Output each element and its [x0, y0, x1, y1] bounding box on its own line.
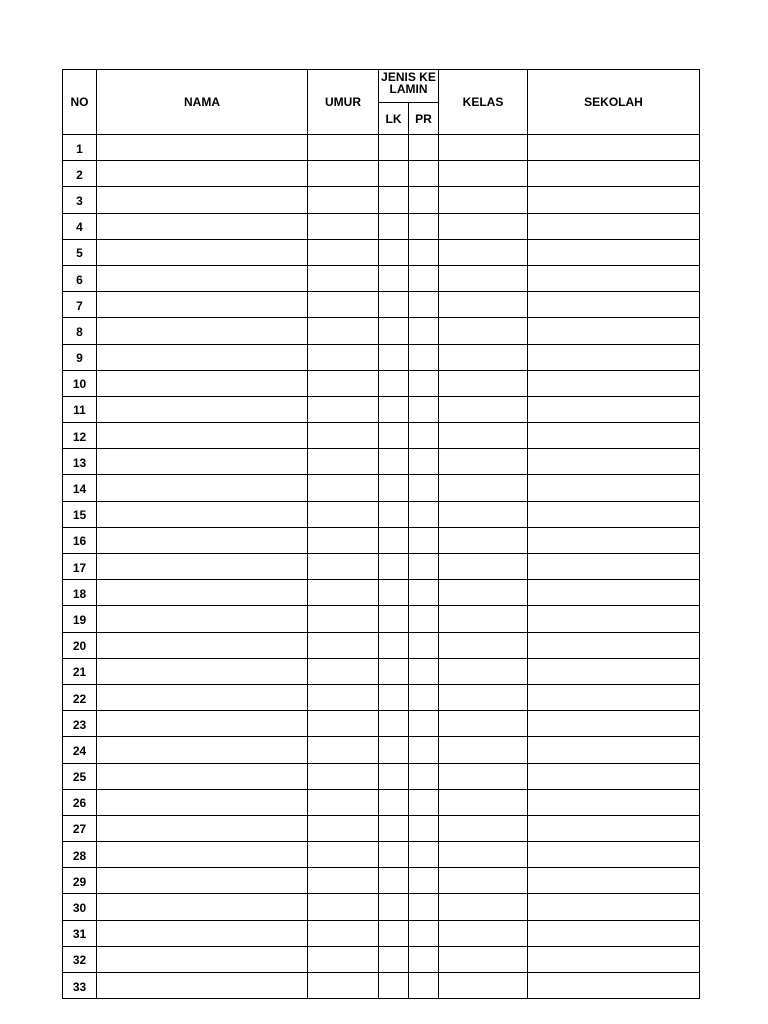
cell-pr[interactable]	[409, 711, 439, 737]
cell-pr[interactable]	[409, 606, 439, 632]
cell-no: 20	[63, 632, 97, 658]
cell-umur[interactable]	[308, 920, 379, 946]
cell-pr[interactable]	[409, 946, 439, 972]
cell-sekolah[interactable]	[528, 842, 700, 868]
cell-kelas[interactable]	[439, 711, 528, 737]
cell-no: 10	[63, 370, 97, 396]
cell-kelas[interactable]	[439, 580, 528, 606]
cell-pr[interactable]	[409, 684, 439, 710]
cell-nama[interactable]	[97, 763, 308, 789]
table-row	[63, 815, 700, 841]
cell-kelas[interactable]	[439, 684, 528, 710]
cell-umur[interactable]	[308, 868, 379, 894]
cell-nama[interactable]	[97, 292, 308, 318]
cell-kelas[interactable]	[439, 423, 528, 449]
cell-pr[interactable]	[409, 370, 439, 396]
cell-sekolah[interactable]	[528, 815, 700, 841]
cell-umur[interactable]	[308, 239, 379, 265]
cell-kelas[interactable]	[439, 658, 528, 684]
cell-no: 29	[63, 868, 97, 894]
cell-sekolah[interactable]	[528, 920, 700, 946]
cell-kelas[interactable]	[439, 842, 528, 868]
cell-umur[interactable]	[308, 135, 379, 161]
table-row	[63, 658, 700, 684]
cell-lk[interactable]	[379, 815, 409, 841]
cell-pr[interactable]	[409, 239, 439, 265]
cell-nama[interactable]	[97, 789, 308, 815]
table-row	[63, 370, 700, 396]
cell-lk[interactable]	[379, 868, 409, 894]
cell-lk[interactable]	[379, 527, 409, 553]
cell-kelas[interactable]	[439, 213, 528, 239]
cell-pr[interactable]	[409, 973, 439, 999]
cell-umur[interactable]	[308, 161, 379, 187]
cell-umur[interactable]	[308, 370, 379, 396]
cell-lk[interactable]	[379, 213, 409, 239]
cell-no: 25	[63, 763, 97, 789]
cell-nama[interactable]	[97, 973, 308, 999]
cell-lk[interactable]	[379, 894, 409, 920]
cell-sekolah[interactable]	[528, 318, 700, 344]
cell-lk[interactable]	[379, 265, 409, 291]
cell-pr[interactable]	[409, 292, 439, 318]
cell-kelas[interactable]	[439, 370, 528, 396]
cell-kelas[interactable]	[439, 265, 528, 291]
cell-kelas[interactable]	[439, 344, 528, 370]
cell-nama[interactable]	[97, 501, 308, 527]
cell-sekolah[interactable]	[528, 606, 700, 632]
cell-sekolah[interactable]	[528, 554, 700, 580]
cell-nama[interactable]	[97, 580, 308, 606]
table-row	[63, 344, 700, 370]
cell-lk[interactable]	[379, 396, 409, 422]
cell-pr[interactable]	[409, 894, 439, 920]
table-row	[63, 554, 700, 580]
cell-umur[interactable]	[308, 423, 379, 449]
header-row	[63, 70, 700, 103]
cell-no: 16	[63, 527, 97, 553]
cell-pr[interactable]	[409, 187, 439, 213]
cell-no: 31	[63, 920, 97, 946]
table-row	[63, 946, 700, 972]
cell-nama[interactable]	[97, 815, 308, 841]
cell-lk[interactable]	[379, 580, 409, 606]
cell-no: 7	[63, 292, 97, 318]
cell-kelas[interactable]	[439, 527, 528, 553]
cell-umur[interactable]	[308, 318, 379, 344]
cell-lk[interactable]	[379, 920, 409, 946]
cell-nama[interactable]	[97, 396, 308, 422]
cell-umur[interactable]	[308, 449, 379, 475]
cell-sekolah[interactable]	[528, 946, 700, 972]
cell-pr[interactable]	[409, 763, 439, 789]
cell-sekolah[interactable]	[528, 370, 700, 396]
cell-pr[interactable]	[409, 213, 439, 239]
cell-umur[interactable]	[308, 973, 379, 999]
cell-nama[interactable]	[97, 554, 308, 580]
cell-no: 19	[63, 606, 97, 632]
cell-no: 27	[63, 815, 97, 841]
cell-pr[interactable]	[409, 396, 439, 422]
cell-no: 9	[63, 344, 97, 370]
cell-lk[interactable]	[379, 658, 409, 684]
cell-kelas[interactable]	[439, 815, 528, 841]
cell-umur[interactable]	[308, 711, 379, 737]
cell-umur[interactable]	[308, 527, 379, 553]
table-row	[63, 684, 700, 710]
cell-no: 21	[63, 658, 97, 684]
cell-lk[interactable]	[379, 501, 409, 527]
cell-umur[interactable]	[308, 187, 379, 213]
table-row	[63, 318, 700, 344]
cell-pr[interactable]	[409, 658, 439, 684]
cell-nama[interactable]	[97, 946, 308, 972]
cell-pr[interactable]	[409, 737, 439, 763]
cell-pr[interactable]	[409, 868, 439, 894]
cell-kelas[interactable]	[439, 737, 528, 763]
cell-pr[interactable]	[409, 815, 439, 841]
cell-no: 2	[63, 161, 97, 187]
cell-lk[interactable]	[379, 789, 409, 815]
cell-no: 13	[63, 449, 97, 475]
cell-nama[interactable]	[97, 239, 308, 265]
roster-table	[62, 69, 700, 999]
cell-nama[interactable]	[97, 711, 308, 737]
cell-kelas[interactable]	[439, 868, 528, 894]
header-lk: LK	[379, 103, 409, 135]
cell-kelas[interactable]	[439, 187, 528, 213]
cell-pr[interactable]	[409, 135, 439, 161]
cell-sekolah[interactable]	[528, 501, 700, 527]
cell-no: 18	[63, 580, 97, 606]
header-umur: UMUR	[308, 70, 379, 135]
cell-sekolah[interactable]	[528, 658, 700, 684]
cell-pr[interactable]	[409, 161, 439, 187]
header-jenis-kelamin-label: JENIS KELAMIN	[381, 69, 436, 96]
cell-kelas[interactable]	[439, 606, 528, 632]
cell-no: 24	[63, 737, 97, 763]
cell-kelas[interactable]	[439, 475, 528, 501]
cell-umur[interactable]	[308, 344, 379, 370]
cell-pr[interactable]	[409, 501, 439, 527]
cell-umur[interactable]	[308, 842, 379, 868]
table-row	[63, 475, 700, 501]
cell-lk[interactable]	[379, 370, 409, 396]
cell-sekolah[interactable]	[528, 632, 700, 658]
cell-umur[interactable]	[308, 658, 379, 684]
cell-pr[interactable]	[409, 265, 439, 291]
cell-umur[interactable]	[308, 684, 379, 710]
cell-sekolah[interactable]	[528, 161, 700, 187]
cell-lk[interactable]	[379, 318, 409, 344]
table-row	[63, 501, 700, 527]
cell-kelas[interactable]	[439, 789, 528, 815]
cell-lk[interactable]	[379, 475, 409, 501]
cell-sekolah[interactable]	[528, 580, 700, 606]
cell-no: 22	[63, 684, 97, 710]
cell-no: 11	[63, 396, 97, 422]
table-row	[63, 711, 700, 737]
cell-umur[interactable]	[308, 265, 379, 291]
header-jenis-kelamin	[379, 70, 439, 103]
table-row	[63, 239, 700, 265]
cell-nama[interactable]	[97, 161, 308, 187]
cell-umur[interactable]	[308, 396, 379, 422]
cell-sekolah[interactable]	[528, 868, 700, 894]
cell-nama[interactable]	[97, 135, 308, 161]
cell-no: 28	[63, 842, 97, 868]
cell-no: 15	[63, 501, 97, 527]
cell-sekolah[interactable]	[528, 423, 700, 449]
table-row	[63, 213, 700, 239]
cell-sekolah[interactable]	[528, 475, 700, 501]
cell-sekolah[interactable]	[528, 763, 700, 789]
cell-lk[interactable]	[379, 632, 409, 658]
cell-lk[interactable]	[379, 187, 409, 213]
cell-kelas[interactable]	[439, 292, 528, 318]
cell-lk[interactable]	[379, 292, 409, 318]
table-row	[63, 606, 700, 632]
cell-no: 3	[63, 187, 97, 213]
cell-pr[interactable]	[409, 527, 439, 553]
cell-umur[interactable]	[308, 292, 379, 318]
table-row	[63, 632, 700, 658]
table-row	[63, 789, 700, 815]
cell-lk[interactable]	[379, 554, 409, 580]
table-row	[63, 763, 700, 789]
cell-pr[interactable]	[409, 632, 439, 658]
cell-pr[interactable]	[409, 789, 439, 815]
cell-nama[interactable]	[97, 632, 308, 658]
cell-no: 23	[63, 711, 97, 737]
cell-lk[interactable]	[379, 344, 409, 370]
cell-umur[interactable]	[308, 501, 379, 527]
cell-no: 14	[63, 475, 97, 501]
cell-kelas[interactable]	[439, 920, 528, 946]
cell-kelas[interactable]	[439, 632, 528, 658]
cell-sekolah[interactable]	[528, 344, 700, 370]
cell-sekolah[interactable]	[528, 737, 700, 763]
cell-pr[interactable]	[409, 449, 439, 475]
cell-pr[interactable]	[409, 423, 439, 449]
cell-sekolah[interactable]	[528, 894, 700, 920]
cell-kelas[interactable]	[439, 973, 528, 999]
table-body	[63, 135, 700, 999]
cell-nama[interactable]	[97, 684, 308, 710]
cell-nama[interactable]	[97, 658, 308, 684]
table-row	[63, 423, 700, 449]
cell-sekolah[interactable]	[528, 239, 700, 265]
cell-lk[interactable]	[379, 449, 409, 475]
cell-pr[interactable]	[409, 344, 439, 370]
cell-kelas[interactable]	[439, 501, 528, 527]
cell-sekolah[interactable]	[528, 213, 700, 239]
cell-no: 5	[63, 239, 97, 265]
cell-no: 30	[63, 894, 97, 920]
cell-sekolah[interactable]	[528, 292, 700, 318]
cell-nama[interactable]	[97, 344, 308, 370]
cell-no: 32	[63, 946, 97, 972]
table-row	[63, 973, 700, 999]
cell-nama[interactable]	[97, 842, 308, 868]
cell-umur[interactable]	[308, 946, 379, 972]
table-row	[63, 920, 700, 946]
cell-kelas[interactable]	[439, 161, 528, 187]
table-row	[63, 527, 700, 553]
table-row	[63, 894, 700, 920]
header-kelas: KELAS	[439, 70, 528, 135]
roster-sheet	[62, 69, 699, 999]
cell-sekolah[interactable]	[528, 265, 700, 291]
cell-sekolah[interactable]	[528, 527, 700, 553]
table-row	[63, 580, 700, 606]
cell-pr[interactable]	[409, 580, 439, 606]
cell-no: 4	[63, 213, 97, 239]
cell-umur[interactable]	[308, 554, 379, 580]
cell-kelas[interactable]	[439, 894, 528, 920]
cell-umur[interactable]	[308, 632, 379, 658]
cell-kelas[interactable]	[439, 449, 528, 475]
cell-sekolah[interactable]	[528, 684, 700, 710]
cell-kelas[interactable]	[439, 396, 528, 422]
cell-nama[interactable]	[97, 894, 308, 920]
table-header	[63, 70, 700, 135]
table-row	[63, 737, 700, 763]
cell-pr[interactable]	[409, 920, 439, 946]
cell-kelas[interactable]	[439, 239, 528, 265]
cell-sekolah[interactable]	[528, 449, 700, 475]
cell-lk[interactable]	[379, 946, 409, 972]
cell-kelas[interactable]	[439, 763, 528, 789]
cell-pr[interactable]	[409, 318, 439, 344]
cell-nama[interactable]	[97, 449, 308, 475]
table-row	[63, 842, 700, 868]
cell-sekolah[interactable]	[528, 789, 700, 815]
cell-nama[interactable]	[97, 318, 308, 344]
cell-kelas[interactable]	[439, 946, 528, 972]
cell-nama[interactable]	[97, 265, 308, 291]
cell-nama[interactable]	[97, 868, 308, 894]
cell-kelas[interactable]	[439, 554, 528, 580]
cell-pr[interactable]	[409, 842, 439, 868]
cell-nama[interactable]	[97, 475, 308, 501]
table-row	[63, 161, 700, 187]
header-sekolah: SEKOLAH	[528, 70, 700, 135]
cell-lk[interactable]	[379, 239, 409, 265]
cell-nama[interactable]	[97, 370, 308, 396]
table-row	[63, 265, 700, 291]
cell-sekolah[interactable]	[528, 973, 700, 999]
cell-umur[interactable]	[308, 606, 379, 632]
cell-umur[interactable]	[308, 213, 379, 239]
cell-no: 33	[63, 973, 97, 999]
table-row	[63, 187, 700, 213]
cell-umur[interactable]	[308, 580, 379, 606]
cell-umur[interactable]	[308, 815, 379, 841]
cell-no: 26	[63, 789, 97, 815]
cell-sekolah[interactable]	[528, 187, 700, 213]
cell-lk[interactable]	[379, 423, 409, 449]
cell-nama[interactable]	[97, 423, 308, 449]
cell-no: 17	[63, 554, 97, 580]
cell-pr[interactable]	[409, 554, 439, 580]
cell-no: 12	[63, 423, 97, 449]
cell-nama[interactable]	[97, 187, 308, 213]
cell-no: 1	[63, 135, 97, 161]
cell-lk[interactable]	[379, 973, 409, 999]
table-row	[63, 449, 700, 475]
cell-nama[interactable]	[97, 527, 308, 553]
cell-umur[interactable]	[308, 894, 379, 920]
cell-sekolah[interactable]	[528, 711, 700, 737]
cell-sekolah[interactable]	[528, 396, 700, 422]
cell-lk[interactable]	[379, 684, 409, 710]
cell-lk[interactable]	[379, 711, 409, 737]
cell-pr[interactable]	[409, 475, 439, 501]
cell-no: 8	[63, 318, 97, 344]
cell-umur[interactable]	[308, 475, 379, 501]
table-row	[63, 135, 700, 161]
header-pr: PR	[409, 103, 439, 135]
header-no: NO	[63, 70, 97, 135]
cell-lk[interactable]	[379, 135, 409, 161]
cell-nama[interactable]	[97, 920, 308, 946]
cell-kelas[interactable]	[439, 135, 528, 161]
cell-umur[interactable]	[308, 737, 379, 763]
table-row	[63, 396, 700, 422]
cell-lk[interactable]	[379, 161, 409, 187]
cell-nama[interactable]	[97, 213, 308, 239]
cell-lk[interactable]	[379, 763, 409, 789]
cell-umur[interactable]	[308, 763, 379, 789]
cell-sekolah[interactable]	[528, 135, 700, 161]
header-nama: NAMA	[97, 70, 308, 135]
cell-lk[interactable]	[379, 737, 409, 763]
cell-lk[interactable]	[379, 606, 409, 632]
cell-kelas[interactable]	[439, 318, 528, 344]
cell-lk[interactable]	[379, 842, 409, 868]
cell-nama[interactable]	[97, 606, 308, 632]
table-row	[63, 292, 700, 318]
cell-no: 6	[63, 265, 97, 291]
cell-nama[interactable]	[97, 737, 308, 763]
table-row	[63, 868, 700, 894]
cell-umur[interactable]	[308, 789, 379, 815]
